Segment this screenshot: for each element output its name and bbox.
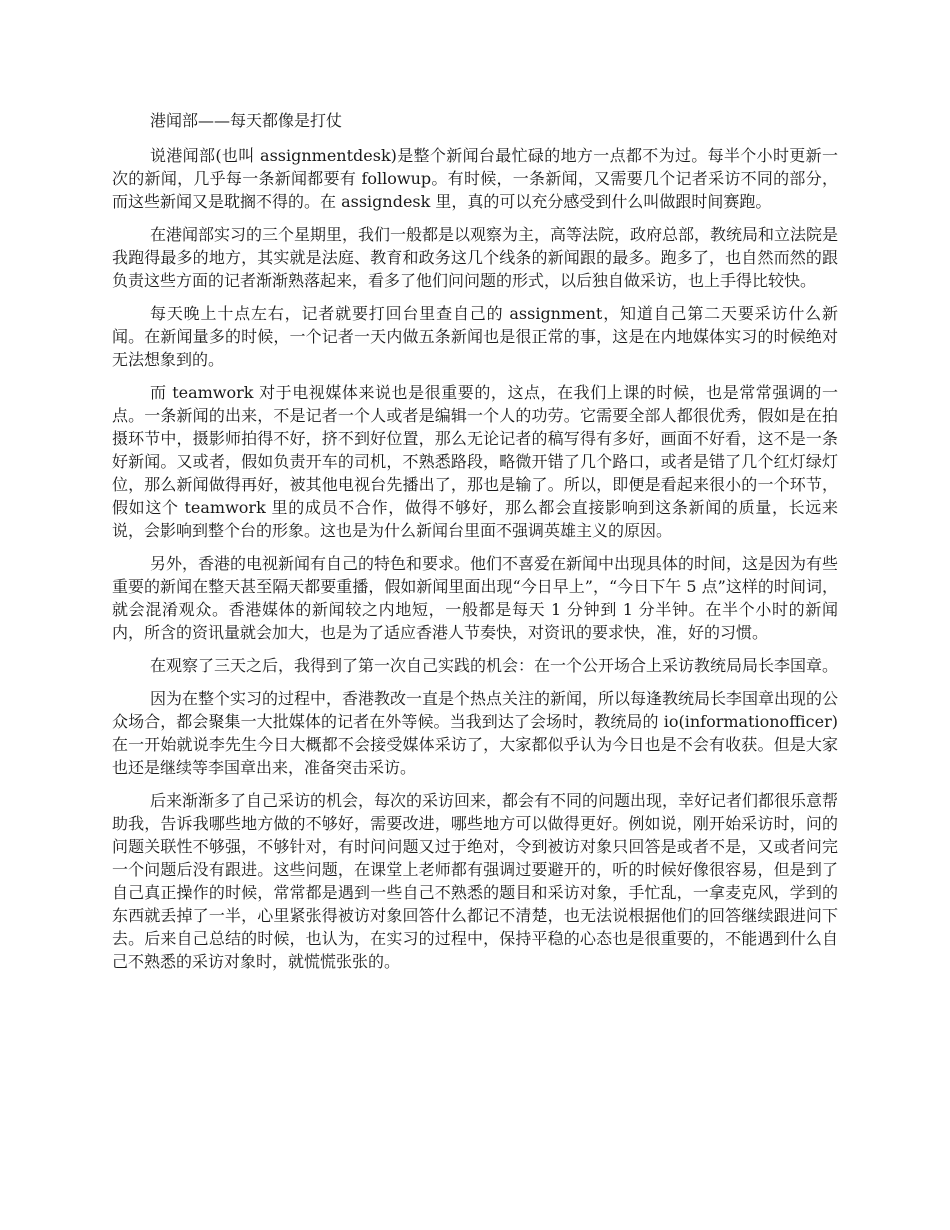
paragraph-7: 因为在整个实习的过程中，香港教改一直是个热点关注的新闻，所以每逢教统局长李国章出现的公众场合，都会聚集一大批媒体的记者在外等候。当我到达了会场时，教统局的 io(informationofficer)在一开始就说李先生今日大概都不会接受媒体采访了，大家都似乎认为今日也是不会有收获。但是大家也还是继续等李国章出来，准备突击采访。: [112, 689, 839, 777]
paragraph-3: 每天晚上十点左右，记者就要打回台里查自己的 assignment，知道自己第二天要采访什么新闻。在新闻量多的时候，一个记者一天内做五条新闻也是很正常的事，这是在内地媒体实习的时候绝对无法想象到的。: [112, 304, 838, 369]
paragraph-4: 而 teamwork 对于电视媒体来说也是很重要的，这点，在我们上课的时候，也是常常强调的一点。一条新闻的出来，不是记者一个人或者是编辑一个人的功劳。它需要全部人都很优秀，假如是在拍摄环节中，摄影师拍得不好，挤不到好位置，那么无论记者的稿写得有多好，画面不好看，这不是一条好新闻。又或者，假如负责开车的司机，不熟悉路段，略微开错了几个路口，或者是错了几个红灯绿灯位，那么新闻做得再好，被其他电视台先播出了，那也是输了。所以，即便是看起来很小的一个环节，假如这个 teamwork 里的成员不合作，做得不够好，那么都会直接影响到这条新闻的质量，长远来说，会影响到整个台的形象。这也是为什么新闻台里面不强调英雄主义的原因。: [112, 383, 838, 540]
paragraph-1: 说港闻部(也叫 assignmentdesk)是整个新闻台最忙碌的地方一点都不为过。每半个小时更新一次的新闻，几乎每一条新闻都要有 followup。有时候，一条新闻，又需要几个记者采访不同的部分，而这些新闻又是耽搁不得的。在 assigndesk 里，真的可以充分感受到什么叫做跟时间赛跑。: [112, 146, 838, 211]
paragraph-2: 在港闻部实习的三个星期里，我们一般都是以观察为主，高等法院，政府总部，教统局和立法院是我跑得最多的地方，其实就是法庭、教育和政务这几个线条的新闻跟的最多。跑多了，也自然而然的跟负责这些方面的记者渐渐熟落起来，看多了他们问问题的形式，以后独自做采访，也上手得比较快。: [112, 225, 839, 290]
paragraph-5: 另外，香港的电视新闻有自己的特色和要求。他们不喜爱在新闻中出现具体的时间，这是因为有些重要的新闻在整天甚至隔天都要重播，假如新闻里面出现“今日早上”，“今日下午 5 点”这样的时间词，就会混淆观众。香港媒体的新闻较之内地短，一般都是每天 1 分钟到 1 分半钟。在半个小时的新闻内，所含的资讯量就会加大，也是为了适应香港人节奏快，对资讯的要求快，准，好的习惯。: [112, 554, 839, 642]
document-page: [112, 109, 838, 983]
paragraph-8: 后来渐渐多了自己采访的机会，每次的采访回来，都会有不同的问题出现，幸好记者们都很乐意帮助我，告诉我哪些地方做的不够好，需要改进，哪些地方可以做得更好。例如说，刚开始采访时，问的问题关联性不够强，不够针对，有时问问题又过于绝对，令到被访对象只回答是或者不是，又或者问完一个问题后没有跟进。这些问题，在课堂上老师都有强调过要避开的，听的时候好像很容易，但是到了自己真正操作的时候，常常都是遇到一些自己不熟悉的题目和采访对象，手忙乱，一拿麦克风，学到的东西就丢掉了一半，心里紧张得被访对象回答什么都记不清楚，也无法说根据他们的回答继续跟进问下去。后来自己总结的时候，也认为，在实习的过程中，保持平稳的心态也是很重要的，不能遇到什么自己不熟悉的采访对象时，就慌慌张张的。: [112, 791, 839, 971]
paragraph-6: 在观察了三天之后，我得到了第一次自己实践的机会：在一个公开场合上采访教统局局长李国章。: [150, 656, 839, 675]
document-title: 港闻部——每天都像是打仗: [150, 111, 343, 130]
